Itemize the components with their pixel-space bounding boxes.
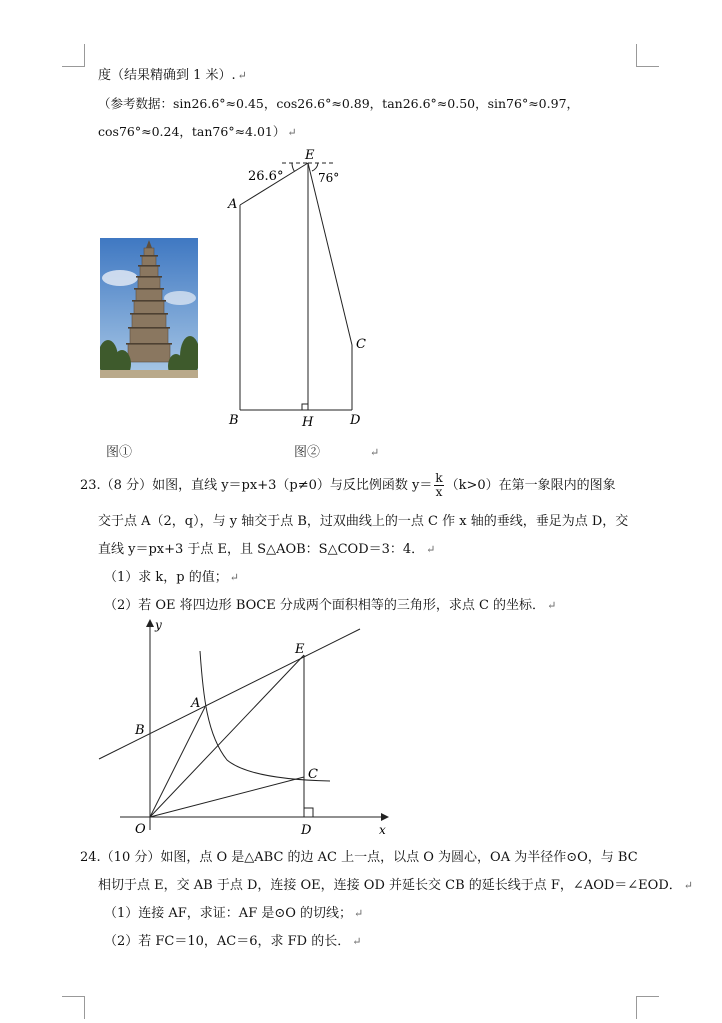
segment-OC — [150, 777, 304, 817]
segment-OE — [150, 655, 304, 817]
label-D: D — [350, 413, 361, 428]
right-angle-D — [304, 808, 313, 817]
label-B: B — [229, 413, 239, 428]
label-angle-26-6: 26.6° — [248, 169, 284, 184]
q23-line-3 — [98, 542, 435, 558]
label-H: H — [302, 415, 314, 430]
crop-mark-bottom-right — [636, 996, 659, 1019]
figure-2-caption — [294, 441, 379, 460]
label-E: E — [295, 642, 305, 657]
q24-part-2-text: （2）若 FC＝10，AC＝6，求 FD 的长． — [104, 934, 351, 949]
intro-line-3 — [98, 124, 297, 141]
paragraph-mark: ↵ — [352, 935, 362, 948]
q24-part-1-text: （1）连接 AF，求证：AF 是⊙O 的切线； — [104, 906, 353, 921]
label-O: O — [135, 822, 146, 837]
label-A: A — [191, 696, 201, 711]
intro-line-1 — [98, 68, 247, 84]
intro-line-2 — [98, 96, 579, 112]
intro-text-3: cos76°≈0.24，tan76°≈4.01） — [98, 124, 286, 139]
paragraph-mark: ↵ — [426, 543, 436, 556]
label-E: E — [305, 148, 315, 163]
q23-part-1-text: （1）求 k，p 的值； — [104, 570, 228, 585]
label-angle-76: 76° — [318, 171, 340, 185]
q23-text-1b: （k>0）在第一象限内的图象 — [445, 478, 616, 493]
q23-text-2: 交于点 A（2，q），与 y 轴交于点 B，过双曲线上的一点 C 作 x 轴的垂线，垂足为点 D，交 — [98, 514, 629, 529]
line-y-px-3 — [99, 629, 360, 759]
figure-3-diagram — [95, 615, 405, 840]
fraction-denominator: x — [435, 485, 443, 499]
label-B: B — [135, 723, 145, 738]
label-x: x — [379, 823, 386, 837]
q24-line-2 — [98, 878, 693, 894]
q24-line-1 — [80, 850, 638, 866]
angle-arc-right — [312, 163, 318, 171]
segment-OA — [150, 707, 205, 817]
figure-2-caption-text: 图② — [294, 445, 321, 460]
crop-mark-top-right — [636, 44, 659, 67]
q24-part-2 — [104, 934, 361, 950]
q24-text-2: 相切于点 E，交 AB 于点 D，连接 OE，连接 OD 并延长交 CB 的延长线于点 F，∠AOD＝∠EOD． — [98, 878, 682, 893]
q23-text-3: 直线 y＝px+3 于点 E，且 S△AOB：S△COD＝3：4． — [98, 542, 425, 557]
paragraph-mark: ↵ — [370, 446, 380, 459]
figure-2-diagram — [220, 145, 380, 435]
label-D: D — [301, 823, 312, 838]
label-A: A — [228, 197, 238, 212]
q23-line-1 — [80, 472, 616, 500]
paragraph-mark: ↵ — [229, 571, 239, 584]
paragraph-mark: ↵ — [237, 69, 247, 82]
pagoda-photo — [100, 238, 198, 378]
fraction-numerator: k — [435, 471, 443, 485]
q23-part-2 — [104, 598, 556, 614]
crop-mark-bottom-left — [62, 996, 85, 1019]
hyperbola — [200, 651, 330, 781]
paragraph-mark: ↵ — [287, 126, 297, 139]
paragraph-mark: ↵ — [354, 907, 364, 920]
line-CE — [308, 163, 352, 345]
right-angle-H — [302, 404, 308, 410]
intro-text-1: 度（结果精确到 1 米）. — [98, 68, 236, 83]
label-C: C — [356, 337, 366, 352]
label-y: y — [155, 618, 162, 632]
label-C: C — [308, 767, 318, 782]
intro-text-2: （参考数据：sin26.6°≈0.45，cos26.6°≈0.89，tan26.6°≈0.50，sin76°≈0.97， — [98, 96, 580, 111]
q23-line-2 — [98, 514, 628, 530]
fraction-k-over-x — [434, 472, 443, 499]
q23-text-1a: 23.（8 分）如图，直线 y＝px+3（p≠0）与反比例函数 y＝ — [80, 478, 433, 493]
figure-1-caption: 图① — [106, 445, 133, 460]
paragraph-mark: ↵ — [683, 879, 693, 892]
q23-part-2-text: （2）若 OE 将四边形 BOCE 分成两个面积相等的三角形，求点 C 的坐标． — [104, 598, 546, 613]
q23-part-1 — [104, 570, 239, 586]
angle-arc-left — [292, 163, 295, 172]
crop-mark-top-left — [62, 44, 85, 67]
q24-text-1: 24.（10 分）如图，点 O 是△ABC 的边 AC 上一点，以点 O 为圆心，OA 为半径作⊙O，与 BC — [80, 850, 638, 865]
paragraph-mark: ↵ — [547, 599, 557, 612]
q24-part-1 — [104, 906, 363, 922]
